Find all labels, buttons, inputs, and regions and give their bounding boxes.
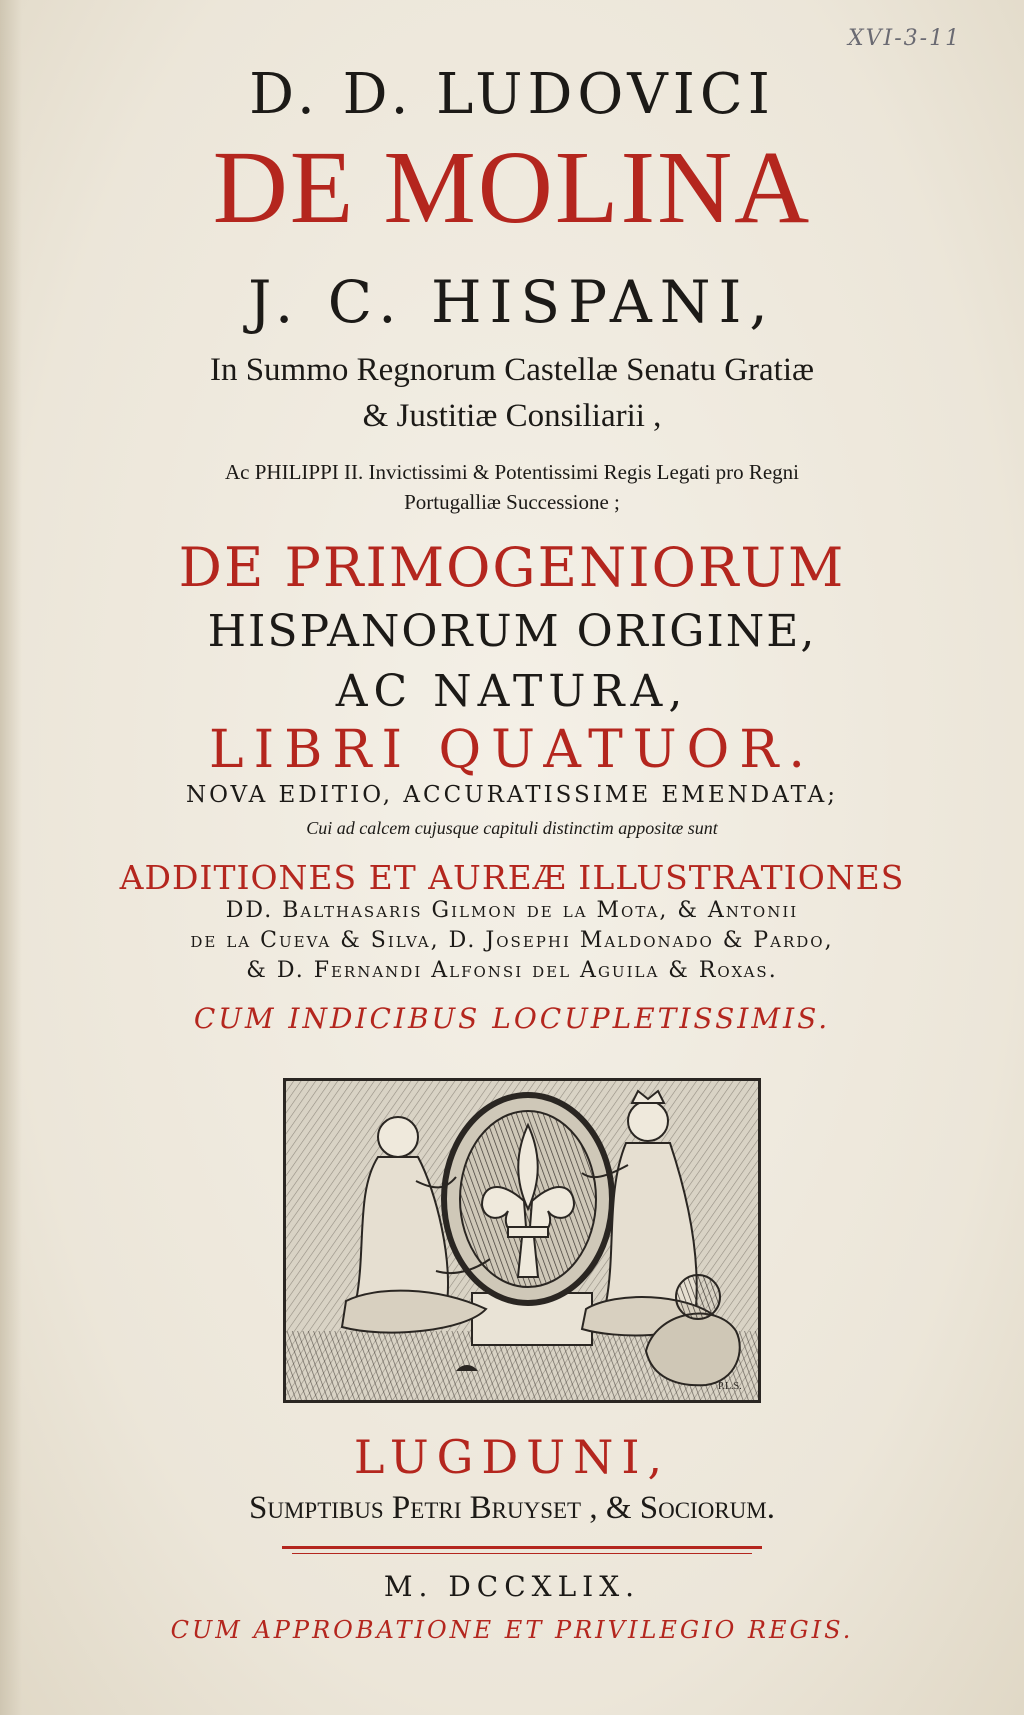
imprint-year: M. DCCXLIX. (383, 1570, 641, 1603)
edition-line-2: Cui ad calcem cujusque capituli distinctim appositæ sunt (306, 818, 718, 838)
offices-line-2: & Justitiæ Consiliarii , (362, 398, 662, 434)
red-rule-thick (282, 1546, 762, 1549)
title-line-2: HISPANORUM ORIGINE, (207, 606, 817, 657)
imprint-place: LUGDUNI, (353, 1430, 671, 1484)
additions-line-2: de la Cueva & Silva, D. Josephi Maldonado & Pardo, (190, 928, 834, 953)
imprint-publisher: Sumptibus Petri Bruyset , & Sociorum. (249, 1490, 775, 1526)
author-line-3: J. C. HISPANI, (248, 268, 776, 336)
engraving-illustration (286, 1081, 758, 1400)
additions-heading: ADDITIONES ET AUREÆ ILLUSTRATIONES (119, 858, 905, 897)
additions-line-1: DD. Balthasaris Gilmon de la Mota, & Antonii (225, 898, 799, 923)
author-name: DE MOLINA (212, 130, 812, 245)
title-line-4: LIBRI QUATUOR. (209, 720, 815, 780)
title-line-1: DE PRIMOGENIORUM (178, 536, 846, 599)
engraving-signature: P.L.S. (718, 1381, 742, 1392)
indices-line: CUM INDICIBUS LOCUPLETISSIMIS. (193, 1002, 831, 1035)
edition-line-1: NOVA EDITIO, ACCURATISSIME EMENDATA; (185, 782, 839, 808)
offices-line-4: Portugalliæ Successione ; (404, 490, 620, 514)
offices-line-3: Ac PHILIPPI II. Invictissimi & Potentissimi Regis Legati pro Regni (225, 460, 799, 484)
red-rule-thin (292, 1553, 752, 1554)
author-line-1: D. D. LUDOVICI (249, 62, 775, 127)
title-line-3: AC NATURA, (335, 666, 689, 717)
printer-device-engraving (283, 1078, 761, 1403)
additions-line-3: & D. Fernandi Alfonsi del Aguila & Roxas. (246, 958, 778, 983)
shelfmark: XVI-3-11 (848, 26, 962, 51)
offices-line-1: In Summo Regnorum Castellæ Senatu Gratiæ (209, 352, 815, 388)
imprint-privilege: CUM APPROBATIONE ET PRIVILEGIO REGIS. (170, 1616, 854, 1644)
